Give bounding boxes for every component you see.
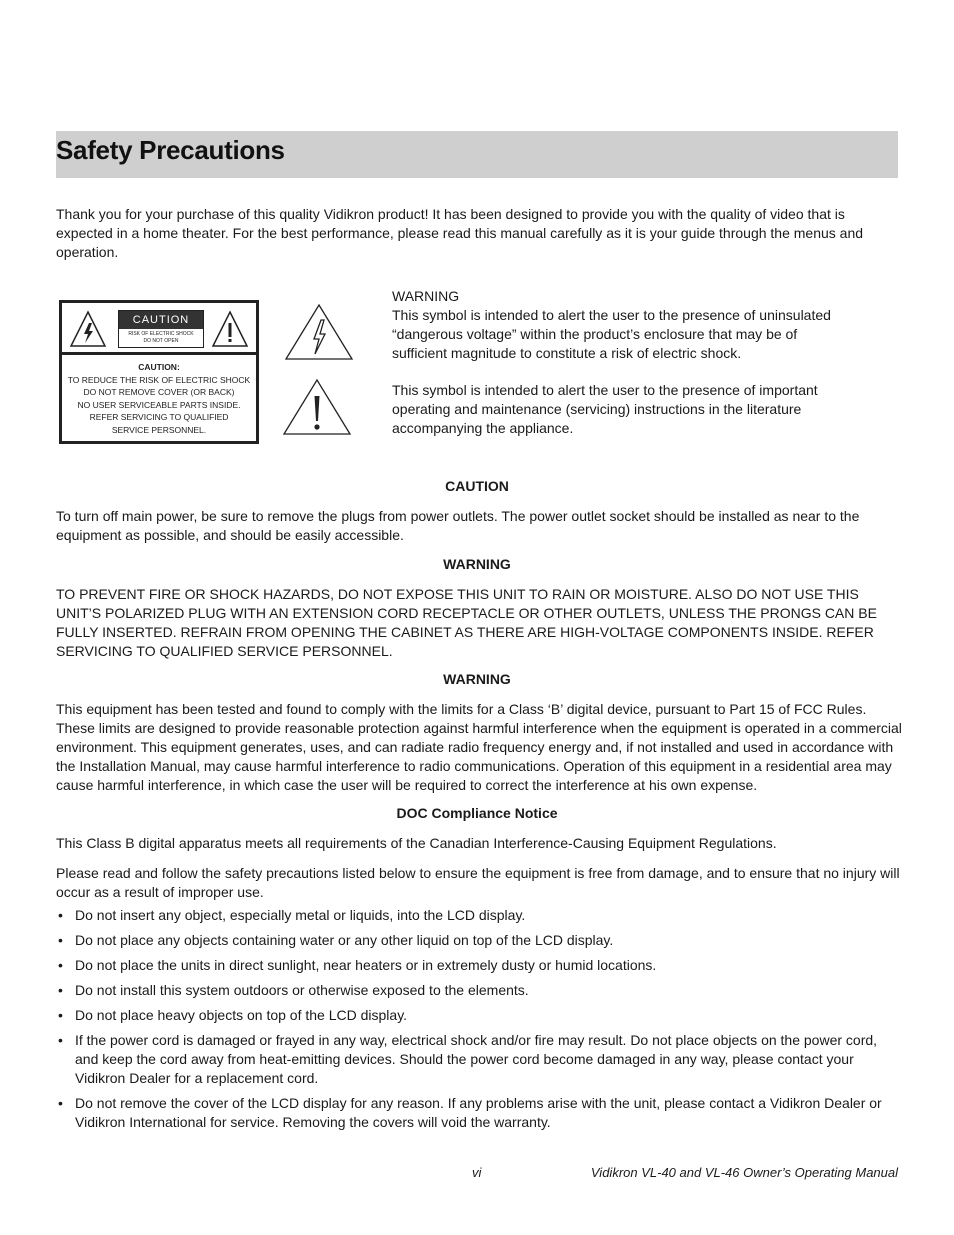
title-bar [56, 131, 898, 178]
caution-label-line4: REFER SERVICING TO QUALIFIED [89, 412, 229, 422]
exclamation-icon [210, 309, 250, 349]
voltage-symbol-text: This symbol is intended to alert the user to the presence of uninsulated “dangerous voltage” within the product’s enclosure that may be of sufficient magnitude to constitute a risk of electric shock. [392, 307, 831, 361]
caution-label-line2: DO NOT REMOVE COVER (OR BACK) [83, 387, 235, 397]
list-item: • Do not place the units in direct sunlight, near heaters or in extremely dusty or humid locations. [56, 956, 902, 975]
intro-paragraph: Thank you for your purchase of this quality Vidikron product! It has been designed to provide you with the quality of video that is expected in a home theater. For the best performance, please read this manual carefully as it is your guide through the menus and operation. [56, 206, 864, 260]
caution-label-top [62, 303, 256, 355]
list-item: • Do not remove the cover of the LCD display for any reason. If any problems arise with the unit, please contact a Vidikron Dealer or Vidikron International for service. Removing the covers will void the warranty. [56, 1094, 902, 1132]
page-title: Safety Precautions [56, 135, 285, 165]
caution-heading: CAUTION [445, 478, 509, 494]
precautions-intro: Please read and follow the safety precautions listed below to ensure the equipment is free from damage, and to ensure that no injury will occur as a result of improper use. [56, 865, 900, 900]
dangerous-voltage-icon [284, 303, 354, 361]
warning-paragraph-1: TO PREVENT FIRE OR SHOCK HAZARDS, DO NOT EXPOSE THIS UNIT TO RAIN OR MOISTURE. ALSO DO NOT USE THIS UNIT’S POLARIZED PLUG WITH AN EXTENSION CORD RECEPTACLE OR OTHER OUTLETS, UNLESS THE PRONGS CAN BE FULLY INSERTED. REFRAIN FROM OPENING THE CABINET AS THERE ARE HIGH-VOLTAGE COMPONENTS INSIDE. REFER SERVICING TO QUALIFIED SERVICE PERSONNEL. [56, 586, 877, 659]
page-number: vi [472, 1165, 482, 1180]
precautions-list [56, 906, 902, 1138]
caution-label-line5: SERVICE PERSONNEL. [111, 424, 207, 435]
caution-paragraph: To turn off main power, be sure to remove the plugs from power outlets. The power outlet socket should be installed as near to the equipment as possible, and should be easily accessible. [56, 508, 860, 543]
list-item: • If the power cord is damaged or frayed in any way, electrical shock and/or fire may result. Do not place objects on the power cord, and keep the cord away from heat-emitting devices. Should the power cord become damaged in any way, please contact your Vidikron Dealer for a replacement cord. [56, 1031, 902, 1088]
warning-heading-1: WARNING [443, 556, 511, 572]
manual-title: Vidikron VL-40 and VL-46 Owner’s Operating Manual [590, 1165, 898, 1180]
caution-small-text [119, 331, 203, 345]
warning-symbol-head: WARNING [392, 288, 460, 304]
caution-label-bottom [62, 361, 256, 436]
caution-label [59, 300, 259, 444]
caution-label-line3: NO USER SERVICEABLE PARTS INSIDE. [77, 399, 241, 410]
attention-triangle-icon [282, 378, 352, 436]
caution-label-center [118, 310, 204, 348]
caution-small-line1: RISK OF ELECTRIC SHOCK [128, 331, 194, 337]
warning-heading-2: WARNING [443, 671, 511, 687]
doc-paragraph: This Class B digital apparatus meets all requirements of the Canadian Interference-Causing Equipment Regulations. [56, 835, 777, 851]
list-item: • Do not place heavy objects on top of the LCD display. [56, 1006, 902, 1025]
instruction-symbol-text: This symbol is intended to alert the user to the presence of important operating and maintenance (servicing) instructions in the literature accompanying the appliance. [392, 382, 818, 436]
list-item: • Do not insert any object, especially metal or liquids, into the LCD display. [56, 906, 902, 925]
caution-label-line1: TO REDUCE THE RISK OF ELECTRIC SHOCK [67, 374, 251, 385]
caution-band: CAUTION [119, 311, 203, 329]
caution-label-head: CAUTION: [138, 362, 180, 372]
lightning-bolt-icon [68, 309, 108, 349]
caution-small-line2: DO NOT OPEN [143, 338, 179, 344]
list-item: • Do not place any objects containing water or any other liquid on top of the LCD display. [56, 931, 902, 950]
doc-heading: DOC Compliance Notice [396, 805, 558, 821]
list-item: • Do not install this system outdoors or otherwise exposed to the elements. [56, 981, 902, 1000]
warning-paragraph-2: This equipment has been tested and found to comply with the limits for a Class ‘B’ digital device, pursuant to Part 15 of FCC Rules. These limits are designed to provide reasonable protection against harmful interference when the equipment is operated in a commercial environment. This equipment generates, uses, and can radiate radio frequency energy and, if not installed and used in accordance with the Installation Manual, may cause harmful interference to radio communications. Operation of this equipment in a residential area may cause harmful interference, in which case the user will be required to correct the interference at his own expense. [56, 701, 902, 793]
